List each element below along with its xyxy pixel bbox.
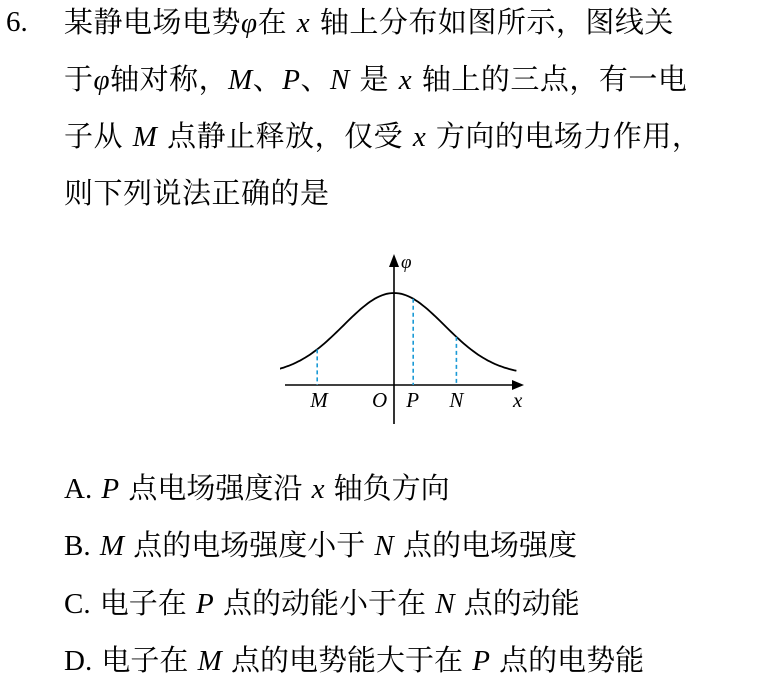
option-letter: C. [64, 588, 91, 620]
origin-label: O [372, 388, 388, 412]
option-letter: B. [64, 530, 91, 562]
text-segment: 某静电场电势 [64, 5, 242, 39]
text-segment: 点电场强度沿 [119, 471, 312, 505]
text-segment: M [132, 121, 158, 153]
text-segment: φ [241, 7, 258, 39]
x-axis-label: x [513, 388, 523, 412]
text-segment: x [398, 64, 413, 96]
text-segment: 点的动能小于在 [213, 586, 436, 620]
text-segment: x [296, 7, 311, 39]
option-a[interactable] [64, 470, 450, 507]
text-segment: N [330, 64, 350, 96]
question-number: 6. [6, 6, 28, 38]
text-segment: x [412, 121, 427, 153]
text-segment: x [311, 473, 325, 505]
text-segment: 是 [349, 62, 399, 96]
phi-axis-label: φ [401, 252, 412, 273]
text-segment: M [197, 645, 222, 677]
point-label-n: N [449, 388, 464, 412]
text-segment: 点的电场强度小于 [123, 528, 375, 562]
text-segment: 点的电势能 [489, 643, 645, 677]
text-segment: 电子在 [90, 586, 197, 620]
text-segment: M [99, 530, 124, 562]
text-segment: 、 [252, 62, 283, 96]
text-segment: 轴负方向 [324, 471, 450, 505]
text-segment: N [374, 530, 394, 562]
question-line-3 [64, 118, 701, 155]
text-segment: 点静止释放，仅受 [157, 119, 413, 153]
phi-axis-arrow-icon [389, 254, 399, 267]
text-segment: 轴上分布如图所示，图线关 [310, 5, 674, 39]
question-line-2 [64, 61, 687, 98]
point-label-m: M [310, 388, 328, 412]
text-segment: 点的电场强度 [393, 528, 577, 562]
potential-curve [280, 293, 516, 371]
text-segment: 方向的电场力作用， [426, 119, 702, 153]
point-label-p: P [406, 388, 420, 412]
text-segment: N [435, 588, 455, 620]
question-line-1 [64, 4, 674, 41]
text-segment: P [282, 64, 301, 96]
text-segment: P [101, 473, 120, 505]
text-segment: 轴上的三点，有一电 [412, 62, 688, 96]
text-segment: 电子在 [92, 643, 198, 677]
text-segment: P [472, 645, 490, 677]
option-d[interactable] [64, 642, 644, 679]
text-segment: 点的动能 [454, 586, 580, 620]
potential-graph [280, 248, 530, 428]
text-segment: 轴对称， [110, 62, 229, 96]
text-segment: φ [93, 64, 111, 96]
option-c[interactable] [64, 585, 580, 622]
text-segment [91, 528, 100, 562]
option-b[interactable] [64, 527, 577, 564]
text-segment: 点的电势能大于在 [221, 643, 473, 677]
text-segment: 于 [64, 62, 94, 96]
text-segment: P [196, 588, 214, 620]
text-segment: 子从 [64, 119, 133, 153]
text-segment: M [228, 64, 253, 96]
text-segment: 在 [257, 5, 297, 39]
text-segment: 、 [300, 62, 330, 96]
question-line-4 [64, 175, 330, 211]
option-letter: A. [64, 473, 93, 505]
text-segment: 则下列说法正确的是 [64, 176, 330, 210]
option-letter: D. [64, 645, 93, 677]
